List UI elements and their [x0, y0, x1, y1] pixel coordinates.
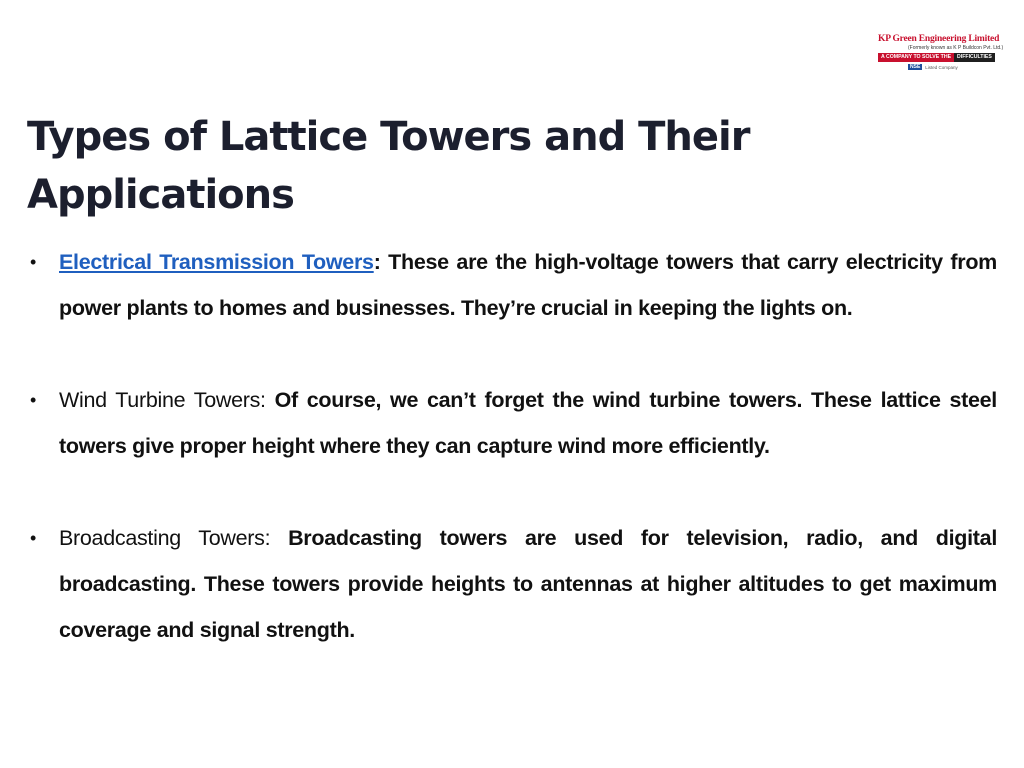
bullet-term: Broadcasting Towers:	[59, 526, 271, 550]
bullet-description: These are the high-voltage towers that carry electricity from power plants to homes and businesses. They’re crucial in keeping the lights on.	[59, 250, 997, 320]
logo-listed-text: Listed Company	[925, 64, 958, 70]
bullet-item-transmission	[30, 239, 997, 331]
bullet-dot: •	[30, 252, 37, 272]
bullet-list	[30, 239, 997, 699]
logo-tagline-red: A COMPANY TO SOLVE THE	[878, 53, 954, 62]
bullet-dot: •	[30, 528, 37, 548]
nse-badge: NSE	[910, 64, 921, 70]
bullet-term: Wind Turbine Towers:	[59, 388, 266, 412]
company-logo	[878, 34, 1008, 70]
slide-title: Types of Lattice Towers and Their Applications	[27, 114, 750, 218]
bullet-description: Of course, we can’t forget the wind turbine towers. These lattice steel towers give proper height where they can capture wind more efficiently.	[59, 388, 997, 458]
bullet-description: Broadcasting towers are used for television, radio, and digital broadcasting. These towers provide heights to antennas at higher altitudes to get maximum coverage and signal strength.	[59, 526, 997, 642]
logo-company-name: KP Green Engineering Limited	[878, 34, 1000, 44]
bullet-item-broadcasting	[30, 515, 997, 653]
logo-listed	[908, 64, 1008, 70]
logo-tagline	[878, 53, 1008, 62]
bullet-item-wind	[30, 377, 997, 469]
logo-tagline-dark: DIFFICULTIES	[954, 53, 995, 62]
logo-formerly-text: (Formerly known as K P Buildcon Pvt. Ltd.)	[908, 45, 1004, 51]
bullet-dot: •	[30, 390, 37, 410]
bullet-separator: :	[373, 250, 381, 274]
transmission-towers-link[interactable]: Electrical Transmission Towers	[59, 250, 374, 274]
